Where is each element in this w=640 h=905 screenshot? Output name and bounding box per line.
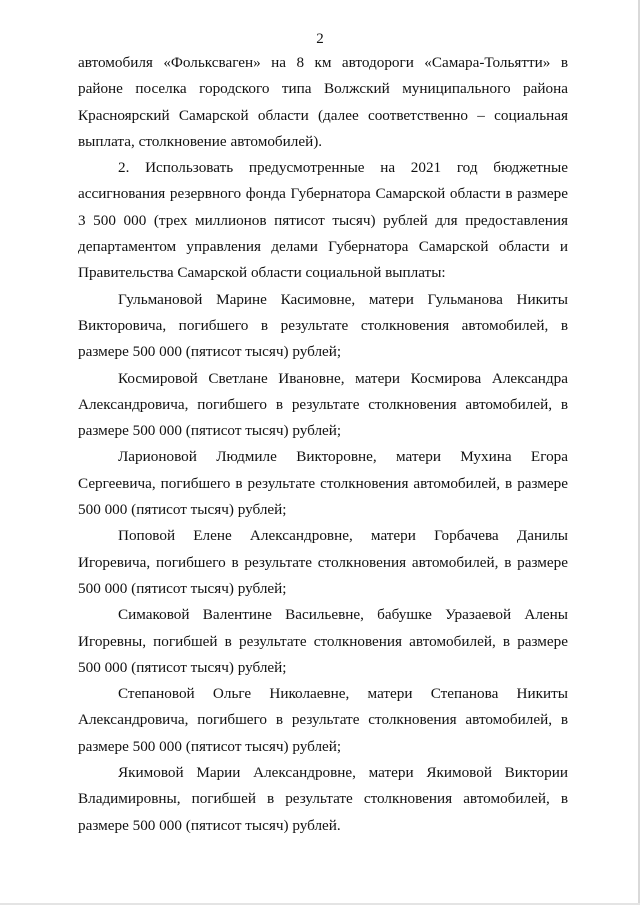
paragraph-text: 2. Использовать предусмотренные на 2021 год бюджетные ассигнования резервного фонда Губернатора Самарской области в размере 3 500 000 (трех миллионов пятисот тысяч) рублей для предоставления департаментом управления делами Губернатора Самарской области и Правительства Самарской области социальной выплаты: bbox=[78, 159, 568, 282]
paragraph-text: автомобиля «Фольксваген» на 8 км автодороги «Самара-Тольятти» в районе поселка городского типа Волжский муниципального района Красноярский Самарской области (далее соответственно – социальная выплата, столкновение автомобилей). bbox=[78, 54, 568, 150]
paragraph-text: Поповой Елене Александровне, матери Горбачева Данилы Игоревича, погибшего в результате столкновения автомобилей, в размере 500 000 (пятисот тысяч) рублей; bbox=[78, 527, 568, 597]
recipient-paragraph bbox=[78, 287, 568, 366]
paragraph-item-2 bbox=[78, 155, 568, 286]
paragraph-text: Ларионовой Людмиле Викторовне, матери Мухина Егора Сергеевича, погибшего в результате столкновения автомобилей, в размере 500 000 (пятисот тысяч) рублей; bbox=[78, 448, 568, 519]
document-body bbox=[78, 50, 568, 839]
page-number: 2 bbox=[316, 31, 324, 47]
recipient-paragraph bbox=[78, 366, 568, 445]
recipient-paragraph bbox=[78, 444, 568, 523]
paragraph-text: Симаковой Валентине Васильевне, бабушке Уразаевой Алены Игоревны, погибшей в результате столкновения автомобилей, в размере 500 000 (пятисот тысяч) рублей; bbox=[78, 606, 568, 676]
recipient-paragraph bbox=[78, 523, 568, 602]
paragraph-text: Космировой Светлане Ивановне, матери Космирова Александра Александровича, погибшего в результате столкновения автомобилей, в размере 500 000 (пятисот тысяч) рублей; bbox=[78, 369, 568, 440]
paragraph-text: Степановой Ольге Николаевне, матери Степанова Никиты Александровича, погибшего в результате столкновения автомобилей, в размере 500 000 (пятисот тысяч) рублей; bbox=[78, 685, 568, 755]
paragraph-text: Гульмановой Марине Касимовне, матери Гульманова Никиты Викторовича, погибшего в результате столкновения автомобилей, в размере 500 000 (пятисот тысяч) рублей; bbox=[78, 290, 568, 361]
paragraph-text: Якимовой Марии Александровне, матери Якимовой Виктории Владимировны, погибшей в результате столкновения автомобилей, в размере 500 000 (пятисот тысяч) рублей. bbox=[78, 764, 568, 834]
paragraph-continuation bbox=[78, 50, 568, 155]
recipient-paragraph bbox=[78, 681, 568, 760]
recipient-paragraph bbox=[78, 602, 568, 681]
recipient-paragraph bbox=[78, 760, 568, 839]
